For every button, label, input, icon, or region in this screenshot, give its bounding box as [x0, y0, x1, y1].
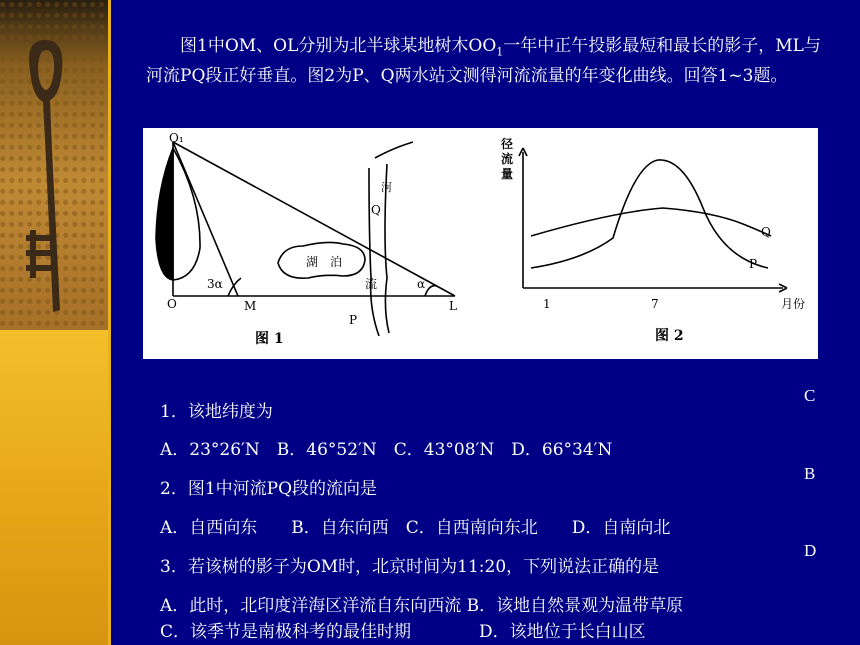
rusty-key-photo [0, 0, 108, 330]
tree-crown-dark [156, 148, 173, 280]
label-M: M [244, 299, 257, 313]
intro-part2: 一年中正午投影最短和最长的影子，ML与河流PQ段正好垂直。图2为P、Q两水站文测得河流流量的年变化曲线。回答1~3题。 [146, 36, 821, 87]
fig2-ylabel-1: 径 [501, 137, 514, 151]
fig2-series-P-label: P [749, 257, 758, 271]
gold-panel [0, 330, 108, 645]
answer-1: C [804, 386, 816, 405]
series-Q-line [531, 208, 771, 236]
label-liu: 流 [365, 277, 378, 291]
angle-a-arc [425, 286, 437, 296]
question-3-options-line1: A．此时，北印度洋海区洋流自东向西流 B．该地自然景观为温带草原 [160, 596, 684, 616]
label-alpha: α [417, 277, 426, 291]
fig2-tick-7: 7 [651, 297, 659, 311]
question-1-options: A．23°26′N B．46°52′N C．43°08′N D．66°34′N [160, 440, 613, 460]
label-he: 河 [381, 181, 392, 194]
series-P-line [531, 160, 768, 268]
figures-svg [143, 128, 818, 359]
figure-2 [519, 148, 787, 292]
intro-part1: 图1中OM、OL分别为北半球某地树木OO [180, 36, 497, 56]
answer-3: D [804, 541, 817, 560]
fig2-ylabel-2: 流 [501, 152, 514, 166]
figure-1 [156, 142, 455, 336]
label-O1: O₁ [169, 131, 184, 145]
label-Q: Q [371, 203, 381, 217]
label-hu: 湖 [306, 255, 319, 269]
fig1-caption: 图 1 [255, 331, 284, 347]
fig2-tick-1: 1 [543, 297, 551, 311]
question-3-options-line2: C．该季节是南极科考的最佳时期 D．该地位于长白山区 [160, 622, 646, 642]
decorative-sidebar [0, 0, 108, 645]
key-icon [0, 0, 108, 330]
tree-crown-outline [173, 148, 200, 280]
label-3alpha: 3α [207, 277, 223, 291]
intro-subscript: 1 [496, 45, 504, 59]
label-bo: 泊 [330, 255, 343, 269]
figure-panel [143, 128, 818, 359]
lake [278, 242, 365, 278]
answer-2: B [804, 464, 816, 483]
label-O: O [167, 297, 177, 311]
fig2-series-Q-label: Q [761, 225, 771, 239]
question-3: 3．若该树的影子为OM时，北京时间为11:20，下列说法正确的是 [160, 557, 660, 577]
divider-line [108, 0, 111, 645]
fig2-xlabel: 月份 [781, 297, 806, 311]
question-2-options: A．自西向东 B．自东向西 C．自西南向东北 D．自南向北 [160, 518, 671, 538]
intro-text [146, 34, 826, 89]
river [369, 142, 413, 336]
question-2: 2．图1中河流PQ段的流向是 [160, 479, 378, 499]
fig2-ylabel-3: 量 [501, 167, 514, 181]
question-1: 1．该地纬度为 [160, 402, 273, 422]
label-L: L [449, 299, 457, 313]
label-P: P [349, 313, 358, 327]
fig2-caption: 图 2 [655, 328, 684, 344]
shadow-line-OM [173, 142, 238, 296]
shadow-line-OL [173, 142, 455, 296]
